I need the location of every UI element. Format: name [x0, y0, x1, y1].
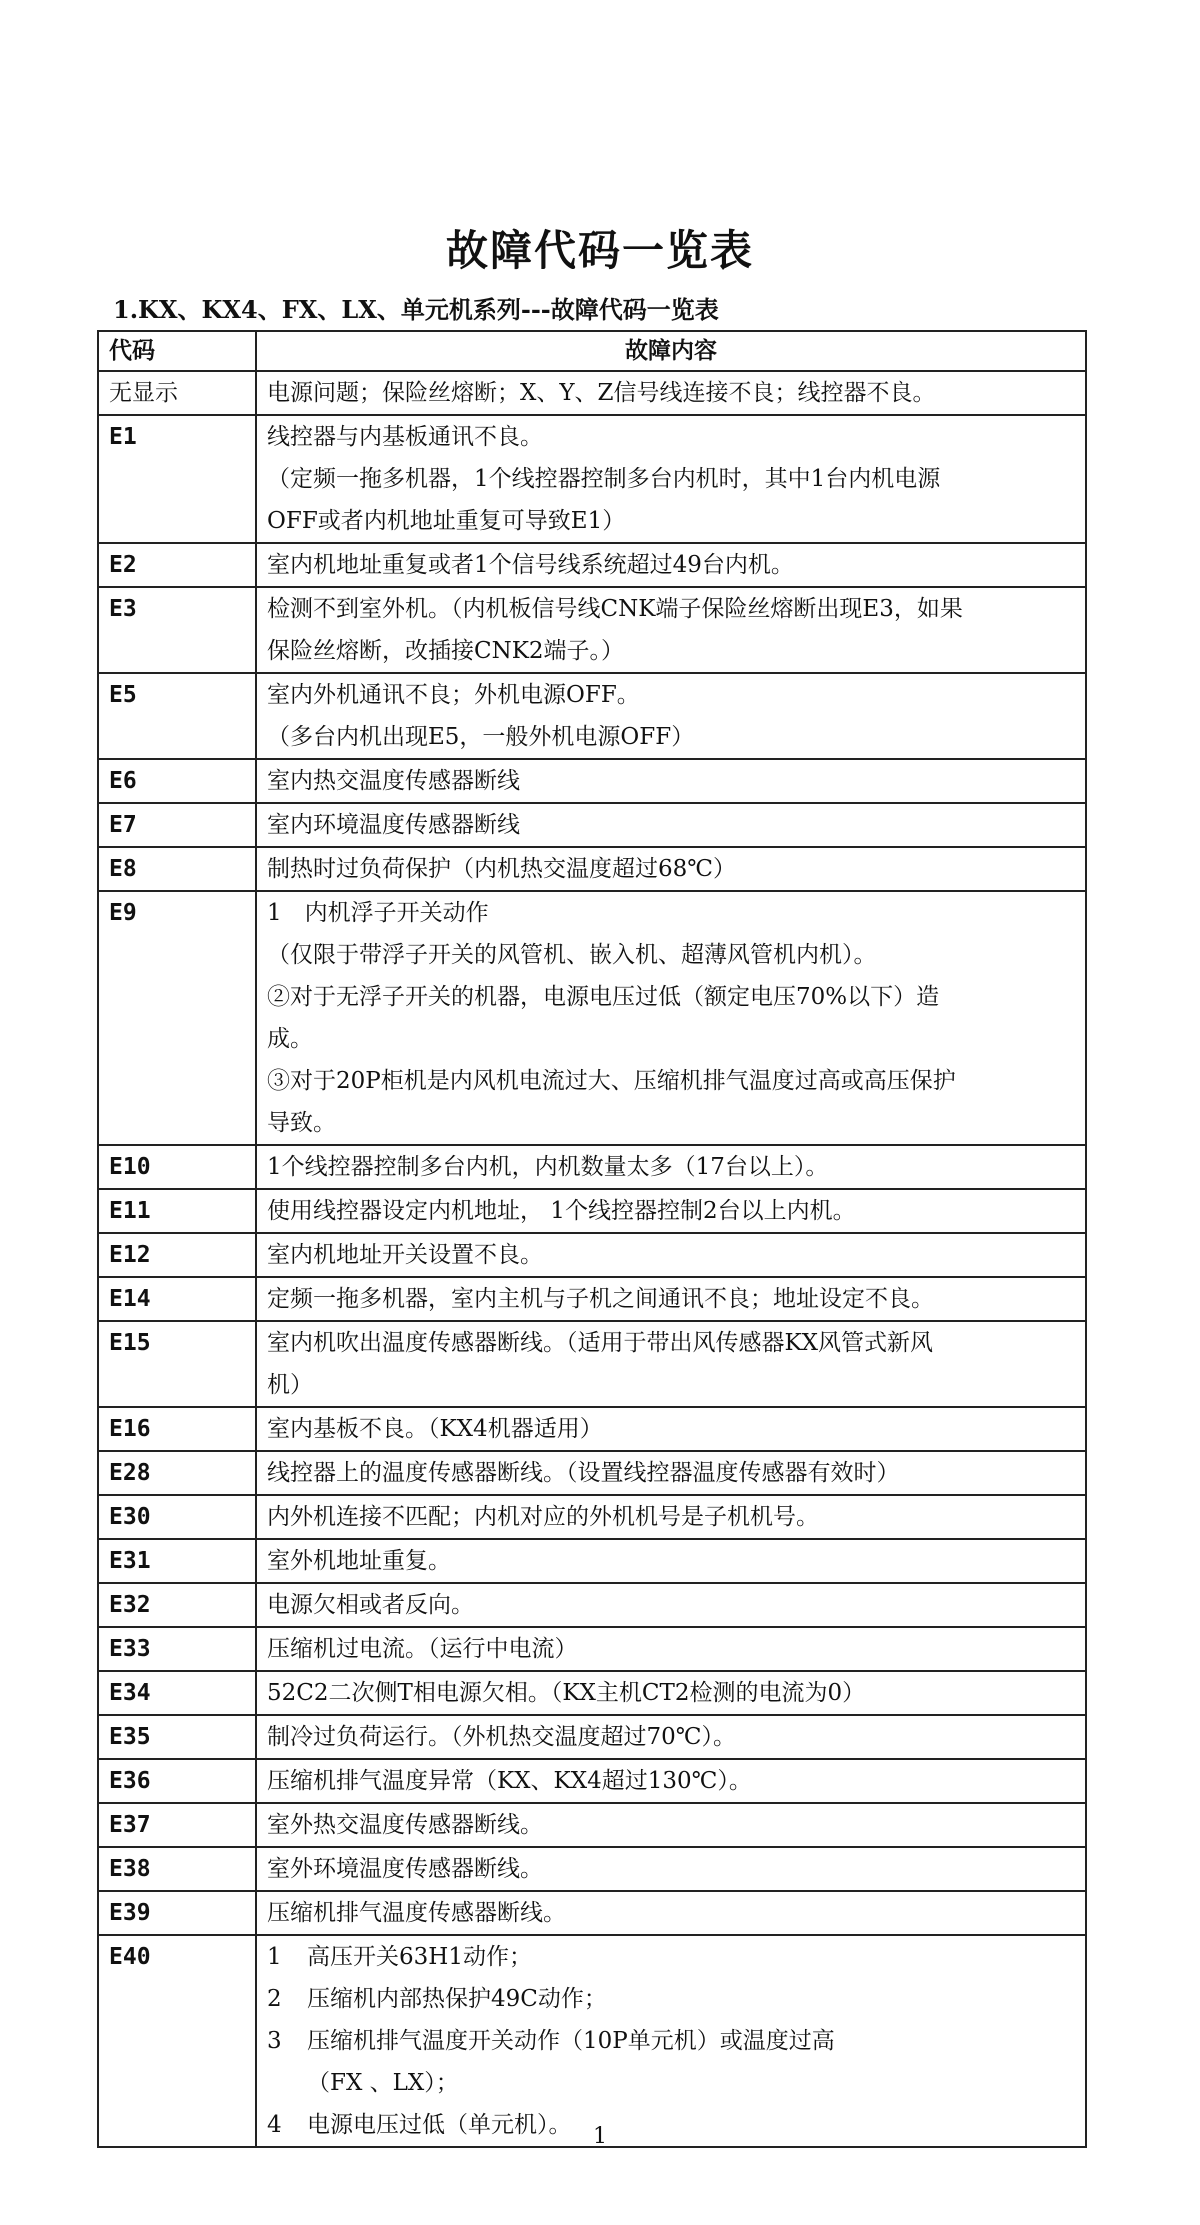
table-row — [98, 415, 1086, 543]
fault-description — [256, 803, 1086, 847]
description-line: （多台内机出现E5，一般外机电源OFF） — [267, 724, 695, 750]
description-line: 导致。 — [267, 1110, 336, 1136]
description-line: 室外热交温度传感器断线。 — [267, 1812, 543, 1838]
table-row — [98, 1539, 1086, 1583]
description-line: 制热时过负荷保护（内机热交温度超过68℃） — [267, 856, 736, 882]
fault-description — [256, 759, 1086, 803]
description-line: 室内热交温度传感器断线 — [267, 768, 520, 794]
description-line: 检测不到室外机。（内机板信号线CNK端子保险丝熔断出现E3，如果 — [267, 596, 963, 622]
fault-description — [256, 1277, 1086, 1321]
fault-description — [256, 1539, 1086, 1583]
fault-code-table — [97, 330, 1087, 2148]
description-line: 室内机地址开关设置不良。 — [267, 1242, 543, 1268]
fault-description — [256, 1407, 1086, 1451]
fault-code: E15 — [98, 1321, 256, 1407]
fault-description — [256, 1627, 1086, 1671]
fault-description — [256, 1935, 1086, 2147]
description-line: 室内机地址重复或者1个信号线系统超过49台内机。 — [267, 552, 794, 578]
description-line: 室内环境温度传感器断线 — [267, 812, 520, 838]
description-line: 室外机地址重复。 — [267, 1548, 451, 1574]
list-item — [267, 1936, 1075, 1978]
table-row — [98, 543, 1086, 587]
table-row — [98, 1495, 1086, 1539]
description-line: 1个线控器控制多台内机，内机数量太多（17台以上）。 — [267, 1154, 829, 1180]
fault-code: E37 — [98, 1803, 256, 1847]
fault-description — [256, 1321, 1086, 1407]
column-header-code: 代码 — [98, 331, 256, 371]
fault-description — [256, 1583, 1086, 1627]
table-row — [98, 891, 1086, 1145]
table-row — [98, 1583, 1086, 1627]
fault-description — [256, 1715, 1086, 1759]
table-row — [98, 1145, 1086, 1189]
description-line: ③对于20P柜机是内风机电流过大、压缩机排气温度过高或高压保护 — [267, 1068, 956, 1094]
fault-description — [256, 415, 1086, 543]
description-line: （定频一拖多机器，1个线控器控制多台内机时，其中1台内机电源 — [267, 466, 941, 492]
fault-code: E12 — [98, 1233, 256, 1277]
fault-code: E16 — [98, 1407, 256, 1451]
fault-description — [256, 1233, 1086, 1277]
fault-description — [256, 1451, 1086, 1495]
description-line: 机） — [267, 1372, 313, 1398]
list-item-text: 压缩机排气温度开关动作（10P单元机）或温度过高 — [307, 2028, 835, 2054]
description-line: （仅限于带浮子开关的风管机、嵌入机、超薄风管机内机）。 — [267, 942, 877, 968]
table-row — [98, 587, 1086, 673]
description-line: 1 内机浮子开关动作 — [267, 900, 489, 926]
fault-description — [256, 1495, 1086, 1539]
fault-code: E11 — [98, 1189, 256, 1233]
list-item — [267, 2020, 1075, 2062]
fault-description — [256, 371, 1086, 415]
section-heading: 1.KX、KX4、FX、LX、单元机系列---故障代码一览表 — [113, 295, 719, 324]
fault-description — [256, 587, 1086, 673]
table-row — [98, 1759, 1086, 1803]
description-line: 压缩机排气温度异常（KX、KX4超过130℃）。 — [267, 1768, 752, 1794]
table-row — [98, 847, 1086, 891]
table-row — [98, 1407, 1086, 1451]
description-line: 内外机连接不匹配；内机对应的外机机号是子机机号。 — [267, 1504, 819, 1530]
table-row — [98, 803, 1086, 847]
table-body — [98, 371, 1086, 2147]
fault-code: E32 — [98, 1583, 256, 1627]
list-item-text: 压缩机内部热保护49C动作； — [307, 1986, 607, 2012]
description-line: 使用线控器设定内机地址， 1个线控器控制2台以上内机。 — [267, 1198, 856, 1224]
fault-code: E31 — [98, 1539, 256, 1583]
fault-code: E38 — [98, 1847, 256, 1891]
description-line: 室内外机通讯不良；外机电源OFF。 — [267, 682, 640, 708]
description-line: 52C2二次侧T相电源欠相。（KX主机CT2检测的电流为0） — [267, 1680, 866, 1706]
table-row — [98, 1321, 1086, 1407]
description-line: 保险丝熔断，改插接CNK2端子。） — [267, 638, 625, 664]
fault-description — [256, 1803, 1086, 1847]
fault-description — [256, 1189, 1086, 1233]
list-item-continuation: （FX 、LX）； — [307, 2070, 459, 2096]
table-row — [98, 1451, 1086, 1495]
description-line: 线控器与内基板通讯不良。 — [267, 424, 543, 450]
fault-code: E5 — [98, 673, 256, 759]
fault-description — [256, 673, 1086, 759]
table-row — [98, 759, 1086, 803]
fault-code: E9 — [98, 891, 256, 1145]
fault-code: E39 — [98, 1891, 256, 1935]
fault-code: E36 — [98, 1759, 256, 1803]
table-row — [98, 1233, 1086, 1277]
fault-description — [256, 1671, 1086, 1715]
fault-description — [256, 1891, 1086, 1935]
fault-code: E28 — [98, 1451, 256, 1495]
fault-description — [256, 543, 1086, 587]
fault-description — [256, 847, 1086, 891]
fault-description — [256, 891, 1086, 1145]
list-item-number: 3 — [267, 2028, 282, 2054]
table-row — [98, 1847, 1086, 1891]
fault-code: E35 — [98, 1715, 256, 1759]
fault-code: E7 — [98, 803, 256, 847]
page-title: 故障代码一览表 — [445, 226, 754, 275]
list-item — [267, 1978, 1075, 2020]
fault-code: E8 — [98, 847, 256, 891]
fault-code: E33 — [98, 1627, 256, 1671]
description-line: 压缩机过电流。（运行中电流） — [267, 1636, 578, 1662]
table-row — [98, 1715, 1086, 1759]
table-row — [98, 371, 1086, 415]
description-line: 电源问题；保险丝熔断；X、Y、Z信号线连接不良；线控器不良。 — [267, 380, 936, 406]
table-row — [98, 1935, 1086, 2147]
fault-code: E3 — [98, 587, 256, 673]
column-header-content: 故障内容 — [256, 331, 1086, 371]
fault-description — [256, 1759, 1086, 1803]
table-row — [98, 1277, 1086, 1321]
description-line: 电源欠相或者反向。 — [267, 1592, 474, 1618]
table-header-row — [98, 331, 1086, 371]
fault-description — [256, 1145, 1086, 1189]
list-item-number: 4 — [267, 2112, 282, 2138]
description-line: OFF或者内机地址重复可导致E1） — [267, 508, 626, 534]
fault-code: E40 — [98, 1935, 256, 2147]
description-line: 线控器上的温度传感器断线。（设置线控器温度传感器有效时） — [267, 1460, 900, 1486]
table-row — [98, 1891, 1086, 1935]
fault-code: 无显示 — [98, 371, 256, 415]
description-line: 室内基板不良。（KX4机器适用） — [267, 1416, 603, 1442]
description-line: 制冷过负荷运行。（外机热交温度超过70℃）。 — [267, 1724, 736, 1750]
description-line: 室外环境温度传感器断线。 — [267, 1856, 543, 1882]
table-row — [98, 1189, 1086, 1233]
fault-code: E2 — [98, 543, 256, 587]
description-line: 室内机吹出温度传感器断线。（适用于带出风传感器KX风管式新风 — [267, 1330, 934, 1356]
fault-code: E6 — [98, 759, 256, 803]
fault-code: E34 — [98, 1671, 256, 1715]
table-row — [98, 1671, 1086, 1715]
fault-description — [256, 1847, 1086, 1891]
page-number: 1 — [593, 2124, 607, 2149]
fault-code: E14 — [98, 1277, 256, 1321]
table-row — [98, 1803, 1086, 1847]
list-item-number: 2 — [267, 1986, 282, 2012]
list-item-number: 1 — [267, 1944, 282, 1970]
fault-code: E10 — [98, 1145, 256, 1189]
table-row — [98, 1627, 1086, 1671]
fault-code: E30 — [98, 1495, 256, 1539]
description-line: 压缩机排气温度传感器断线。 — [267, 1900, 566, 1926]
table-row — [98, 673, 1086, 759]
list-item-text: 电源电压过低（单元机）。 — [307, 2112, 572, 2138]
fault-code: E1 — [98, 415, 256, 543]
description-line: 定频一拖多机器，室内主机与子机之间通讯不良；地址设定不良。 — [267, 1286, 934, 1312]
description-line: ②对于无浮子开关的机器，电源电压过低（额定电压70%以下）造 — [267, 984, 940, 1010]
list-item-text: 高压开关63H1动作； — [307, 1944, 532, 1970]
description-line: 成。 — [267, 1026, 313, 1052]
